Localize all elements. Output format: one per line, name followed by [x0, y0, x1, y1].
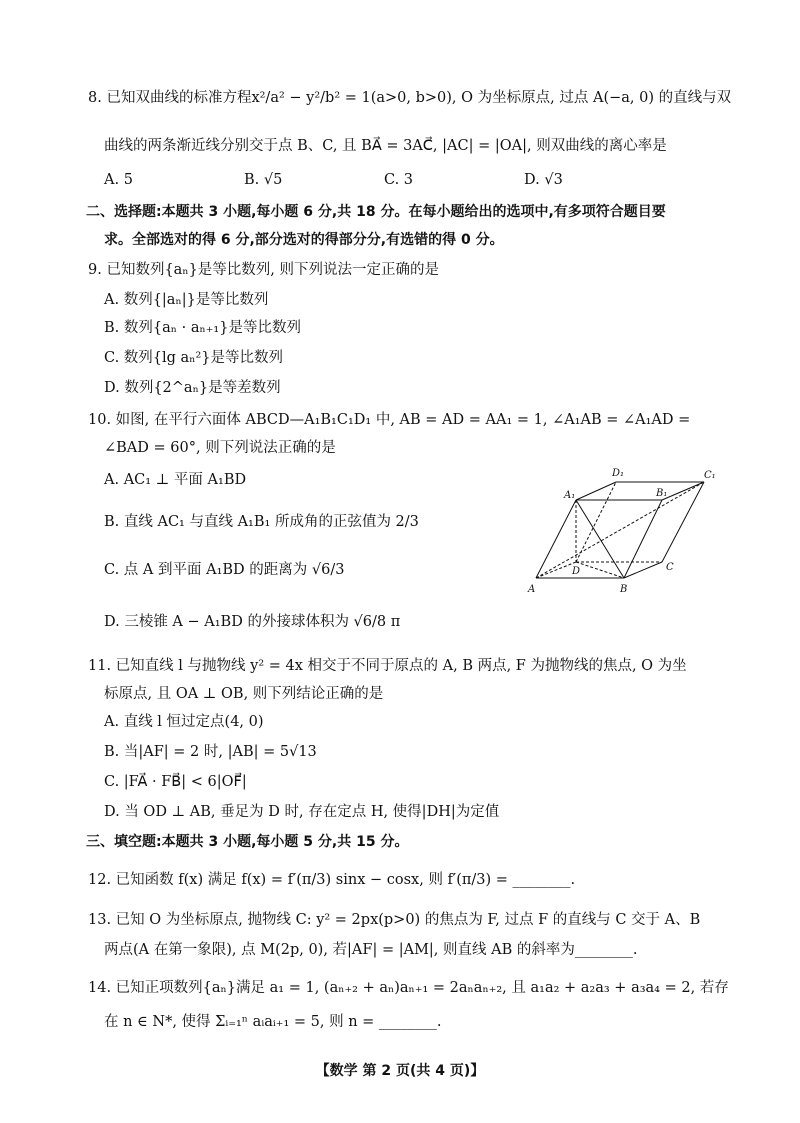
edge-dd1: [576, 482, 616, 562]
parallelepiped-figure: [520, 462, 720, 598]
edge-a1d1: [576, 482, 616, 500]
q10-option-d: D. 三棱锥 A − A₁BD 的外接球体积为 √6/8 π: [104, 614, 401, 630]
q9-option-d: D. 数列{2^aₙ}是等差数列: [104, 380, 281, 396]
section2-line2: 求。全部选对的得 6 分,部分选对的得部分分,有选错的得 0 分。: [104, 232, 504, 248]
label-b: B: [620, 584, 628, 595]
q9-option-b: B. 数列{aₙ · aₙ₊₁}是等比数列: [104, 320, 301, 336]
edge-ad: [536, 562, 576, 578]
label-a: A: [528, 584, 536, 595]
edge-cc1: [662, 482, 704, 562]
label-d: D: [572, 566, 581, 577]
q10-line2: ∠BAD = 60°, 则下列说法正确的是: [104, 440, 336, 456]
q14-line1: 14. 已知正项数列{aₙ}满足 a₁ = 1, (aₙ₊₂ + aₙ)aₙ₊₁ = 2aₙaₙ₊₂, 且 a₁a₂ + a₂a₃ + a₃a₄ = 2, 若存: [88, 980, 729, 996]
q11-option-c: C. |FA⃗ · FB⃗| < 6|OF⃗|: [104, 774, 247, 790]
label-d1: D₁: [612, 468, 625, 479]
q8-option-b: B. √5: [244, 172, 283, 188]
q11-option-b: B. 当|AF| = 2 时, |AB| = 5√13: [104, 744, 317, 760]
edge-b1c1: [662, 482, 704, 500]
q8-line1: 8. 已知双曲线的标准方程x²/a² − y²/b² = 1(a>0, b>0), O 为坐标原点, 过点 A(−a, 0) 的直线与双: [88, 90, 732, 106]
section3-line1: 三、填空题:本题共 3 小题,每小题 5 分,共 15 分。: [86, 834, 409, 850]
q8-option-d: D. √3: [524, 172, 563, 188]
edge-aa1: [536, 500, 576, 578]
label-a1: A₁: [564, 490, 576, 501]
diag-bd: [576, 562, 624, 578]
label-c: C: [666, 562, 674, 573]
q8-option-c: C. 3: [384, 172, 414, 188]
q12-line1: 12. 已知函数 f(x) 满足 f(x) = f′(π/3) sinx − cosx, 则 f′(π/3) = ________.: [88, 872, 576, 888]
q13-line2: 两点(A 在第一象限), 点 M(2p, 0), 若|AF| = |AM|, 则直线 AB 的斜率为________.: [104, 942, 638, 958]
q11-line1: 11. 已知直线 l 与抛物线 y² = 4x 相交于不同于原点的 A, B 两点, F 为抛物线的焦点, O 为坐: [88, 658, 687, 674]
q10-option-b: B. 直线 AC₁ 与直线 A₁B₁ 所成角的正弦值为 2/3: [104, 514, 419, 530]
section2-line1: 二、选择题:本题共 3 小题,每小题 6 分,共 18 分。在每小题给出的选项中,有多项符合题目要: [86, 204, 666, 220]
q13-line1: 13. 已知 O 为坐标原点, 抛物线 C: y² = 2px(p>0) 的焦点为 F, 过点 F 的直线与 C 交于 A、B: [88, 912, 701, 928]
q11-line2: 标原点, 且 OA ⊥ OB, 则下列结论正确的是: [104, 686, 384, 702]
q10-line1: 10. 如图, 在平行六面体 ABCD—A₁B₁C₁D₁ 中, AB = AD = AA₁ = 1, ∠A₁AB = ∠A₁AD =: [88, 412, 691, 428]
q9-option-a: A. 数列{|aₙ|}是等比数列: [104, 292, 269, 308]
label-b1: B₁: [656, 488, 668, 499]
edge-bb1: [624, 500, 662, 578]
q10-option-c: C. 点 A 到平面 A₁BD 的距离为 √6/3: [104, 562, 345, 578]
edge-bc: [624, 562, 662, 578]
q8-options: [104, 170, 664, 190]
q8-line2: 曲线的两条渐近线分别交于点 B、C, 且 BA⃗ = 3AC⃗, |AC| = |OA|, 则双曲线的离心率是: [104, 138, 667, 154]
q8-option-a: A. 5: [104, 172, 133, 188]
q10-option-a: A. AC₁ ⊥ 平面 A₁BD: [104, 472, 247, 488]
q14-line2: 在 n ∈ N*, 使得 Σᵢ₌₁ⁿ aᵢaᵢ₊₁ = 5, 则 n = ________.: [104, 1014, 442, 1030]
diag-a1b: [576, 500, 624, 578]
q11-option-a: A. 直线 l 恒过定点(4, 0): [104, 714, 264, 730]
label-c1: C₁: [704, 470, 716, 481]
q11-option-d: D. 当 OD ⊥ AB, 垂足为 D 时, 存在定点 H, 使得|DH|为定值: [104, 804, 500, 820]
page-footer: 【数学 第 2 页(共 4 页)】: [315, 1063, 485, 1079]
q9-option-c: C. 数列{lg aₙ²}是等比数列: [104, 350, 284, 366]
q9-stem: 9. 已知数列{aₙ}是等比数列, 则下列说法一定正确的是: [88, 262, 440, 278]
